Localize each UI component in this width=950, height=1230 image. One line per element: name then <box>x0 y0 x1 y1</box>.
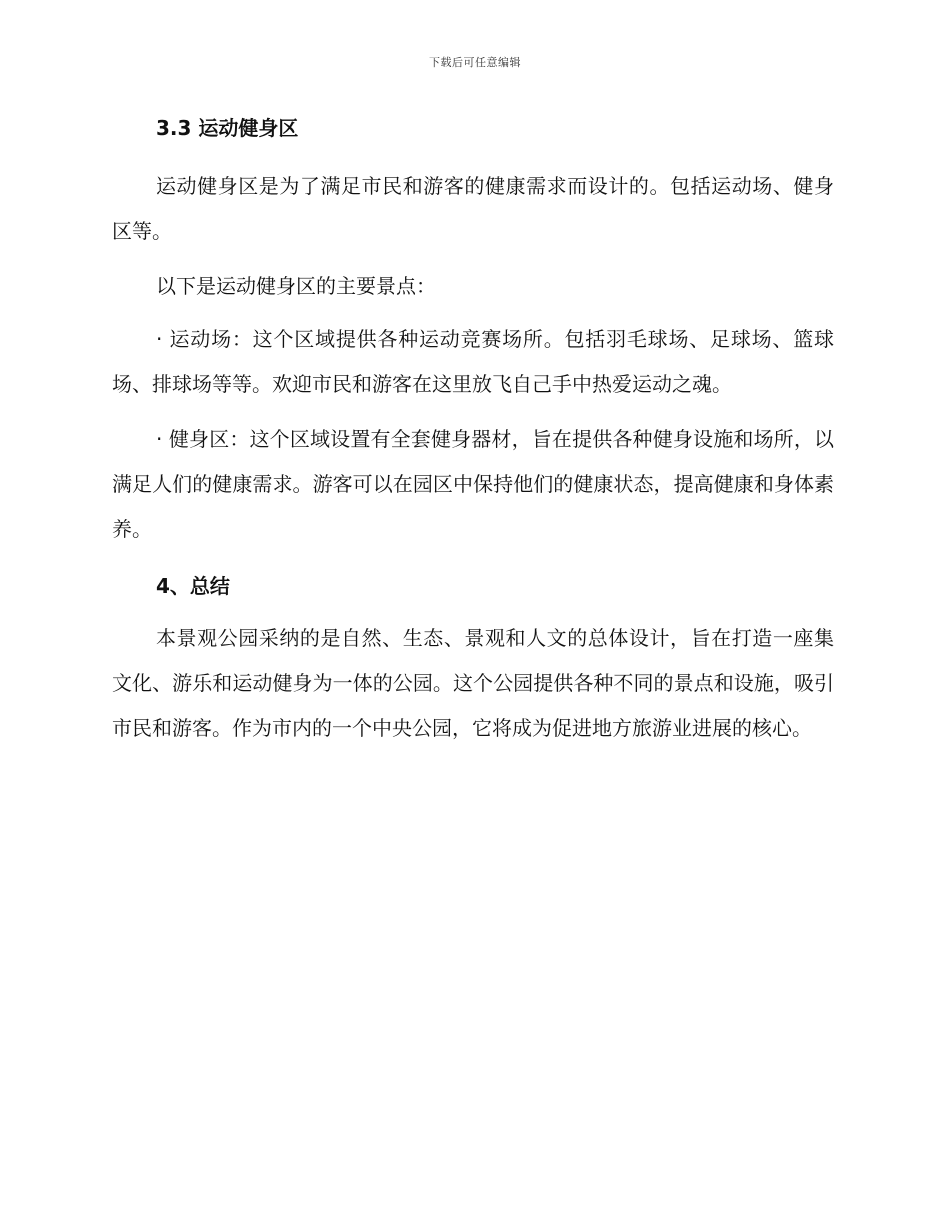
document-body <box>112 112 834 761</box>
list-item-sports-field: · 运动场：这个区域提供各种运动竞赛场所。包括羽毛球场、足球场、篮球场、排球场等等。欢迎市民和游客在这里放飞自己手中热爱运动之魂。 <box>112 327 834 396</box>
list-item-fitness-area: · 健身区：这个区域设置有全套健身器材，旨在提供各种健身设施和场所，以满足人们的健康需求。游客可以在园区中保持他们的健康状态，提高健康和身体素养。 <box>112 427 834 541</box>
paragraph-sports-intro: 运动健身区是为了满足市民和游客的健康需求而设计的。包括运动场、健身区等。 <box>112 174 834 243</box>
section-heading-3-3: 3.3 运动健身区 <box>156 116 299 140</box>
paragraph-list-intro: 以下是运动健身区的主要景点： <box>156 274 436 298</box>
section-heading-4: 4、总结 <box>156 574 230 598</box>
header-note: 下载后可任意编辑 <box>429 56 521 69</box>
paragraph-summary: 本景观公园采纳的是自然、生态、景观和人文的总体设计，旨在打造一座集文化、游乐和运动健身为一体的公园。这个公园提供各种不同的景点和设施，吸引市民和游客。作为市内的一个中央公园，它将成为促进地方旅游业进展的核心。 <box>112 626 834 740</box>
